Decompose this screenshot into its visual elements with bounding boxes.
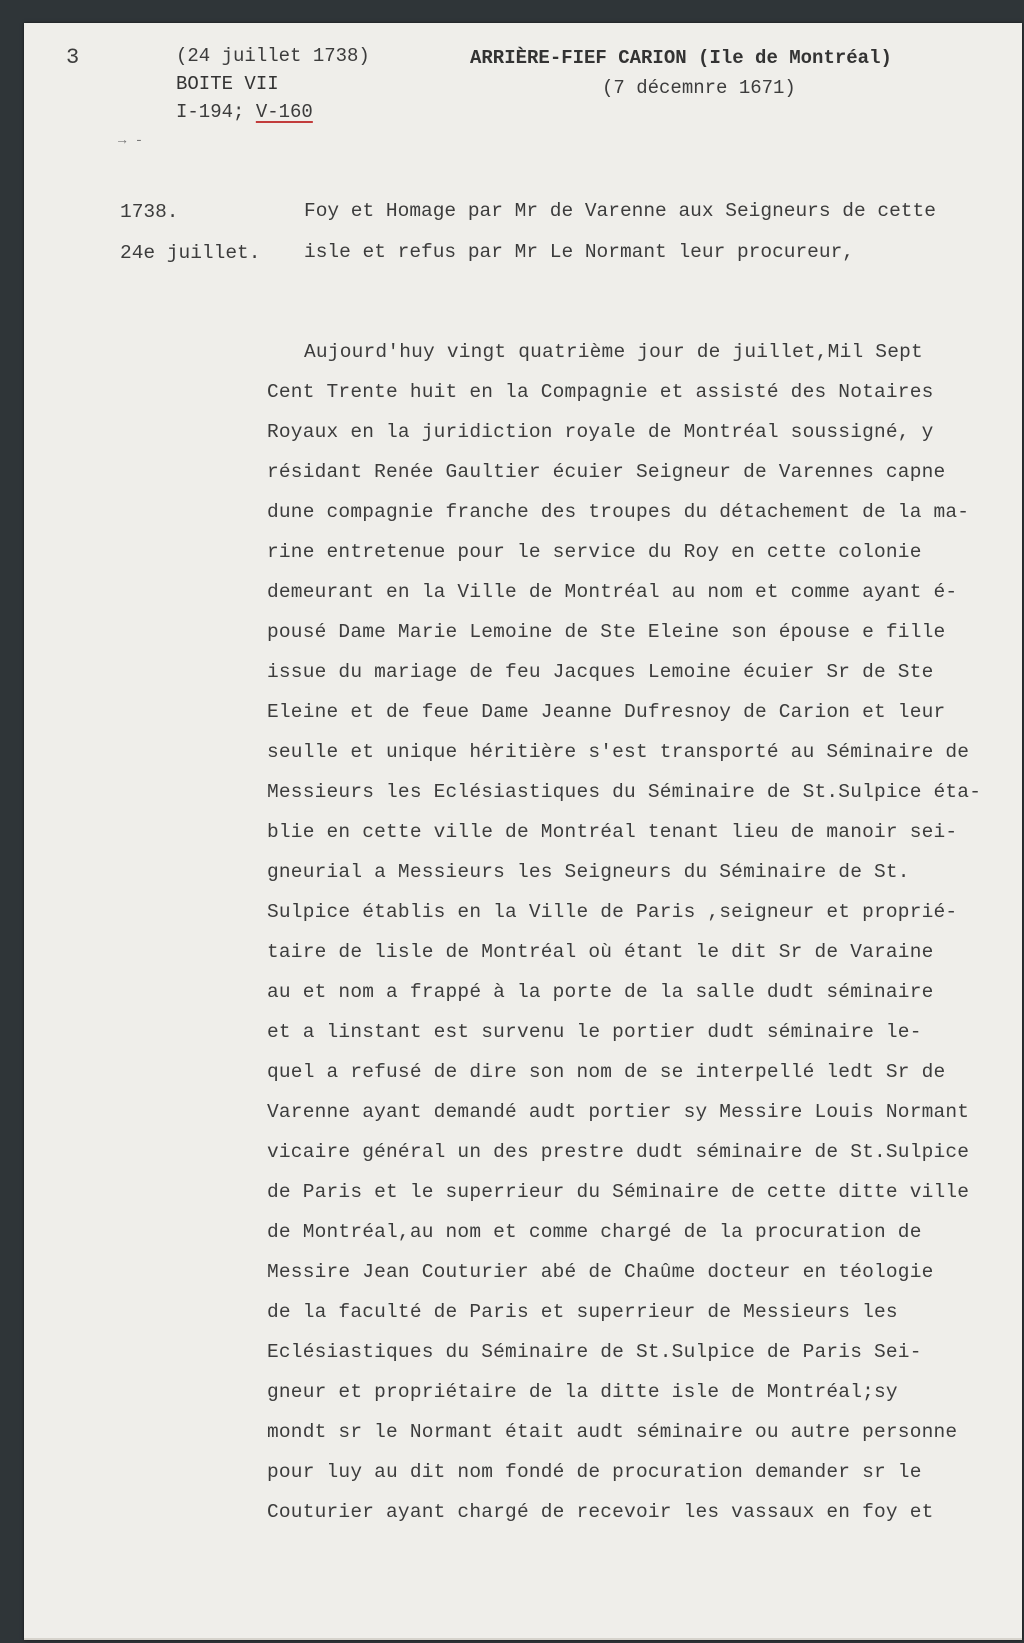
body-line: gneurial a Messieurs les Seigneurs du Séminaire de St.	[267, 861, 910, 883]
heading-line: isle et refus par Mr Le Normant leur procureur,	[304, 241, 854, 263]
body-line: Sulpice établis en la Ville de Paris ,seigneur et proprié-	[267, 901, 958, 923]
body-line: Varenne ayant demandé audt portier sy Messire Louis Normant	[267, 1101, 970, 1123]
header-date: (24 juillet 1738)	[176, 45, 370, 67]
body-line: issue du mariage de feu Jacques Lemoine écuier Sr de Ste	[267, 661, 934, 683]
body-line: seulle et unique héritière s'est transporté au Séminaire de	[267, 741, 970, 763]
body-line: résidant Renée Gaultier écuier Seigneur de Varennes capne	[267, 461, 946, 483]
document-page	[24, 23, 1022, 1640]
body-line: gneur et propriétaire de la ditte isle de Montréal;sy	[267, 1381, 898, 1403]
body-line: blie en cette ville de Montréal tenant lieu de manoir sei-	[267, 821, 958, 843]
body-line: de Paris et le superrieur du Séminaire de cette ditte ville	[267, 1181, 970, 1203]
body-line: pour luy au dit nom fondé de procuration demander sr le	[267, 1461, 922, 1483]
header-box: BOITE VII	[176, 73, 279, 95]
body-line: Messieurs les Eclésiastiques du Séminaire de St.Sulpice éta-	[267, 781, 982, 803]
header-reference-underlined: V-160	[255, 101, 313, 123]
body-line: au et nom a frappé à la porte de la salle dudt séminaire	[267, 981, 934, 1003]
margin-day: 24e juillet.	[120, 242, 261, 264]
body-line: dune compagnie franche des troupes du détachement de la ma-	[267, 501, 970, 523]
header-reference	[176, 103, 313, 122]
body-line: Couturier ayant chargé de recevoir les vassaux en foy et	[267, 1501, 934, 1523]
body-line: Messire Jean Couturier abé de Chaûme docteur en téologie	[267, 1261, 934, 1283]
body-line: Cent Trente huit en la Compagnie et assisté des Notaires	[267, 381, 934, 403]
body-line: quel a refusé de dire son nom de se interpellé ledt Sr de	[267, 1061, 946, 1083]
body-line: mondt sr le Normant était audt séminaire ou autre personne	[267, 1421, 958, 1443]
margin-tick-mark: → -	[118, 133, 144, 149]
margin-year: 1738.	[120, 201, 179, 223]
body-line: Royaux en la juridiction royale de Montréal soussigné, y	[267, 421, 934, 443]
body-line: Eclésiastiques du Séminaire de St.Sulpice de Paris Sei-	[267, 1341, 922, 1363]
page-number: 3	[66, 45, 80, 70]
body-line: et a linstant est survenu le portier dudt séminaire le-	[267, 1021, 922, 1043]
header-reference-prefix: I-194;	[176, 101, 256, 123]
header-title: ARRIÈRE-FIEF CARION (Ile de Montréal)	[470, 47, 892, 69]
body-line: de la faculté de Paris et superrieur de Messieurs les	[267, 1301, 898, 1323]
body-line: taire de lisle de Montréal où étant le dit Sr de Varaine	[267, 941, 934, 963]
body-line: demeurant en la Ville de Montréal au nom et comme ayant é-	[267, 581, 958, 603]
body-line: pousé Dame Marie Lemoine de Ste Eleine son épouse e fille	[267, 621, 946, 643]
body-line: de Montréal,au nom et comme chargé de la procuration de	[267, 1221, 922, 1243]
body-line: Aujourd'huy vingt quatrième jour de juillet,Mil Sept	[304, 341, 923, 363]
body-line: vicaire général un des prestre dudt séminaire de St.Sulpice	[267, 1141, 970, 1163]
header-subtitle: (7 décemnre 1671)	[602, 77, 796, 99]
body-line: Eleine et de feue Dame Jeanne Dufresnoy de Carion et leur	[267, 701, 946, 723]
body-line: rine entretenue pour le service du Roy en cette colonie	[267, 541, 922, 563]
heading-line: Foy et Homage par Mr de Varenne aux Seigneurs de cette	[304, 200, 936, 222]
